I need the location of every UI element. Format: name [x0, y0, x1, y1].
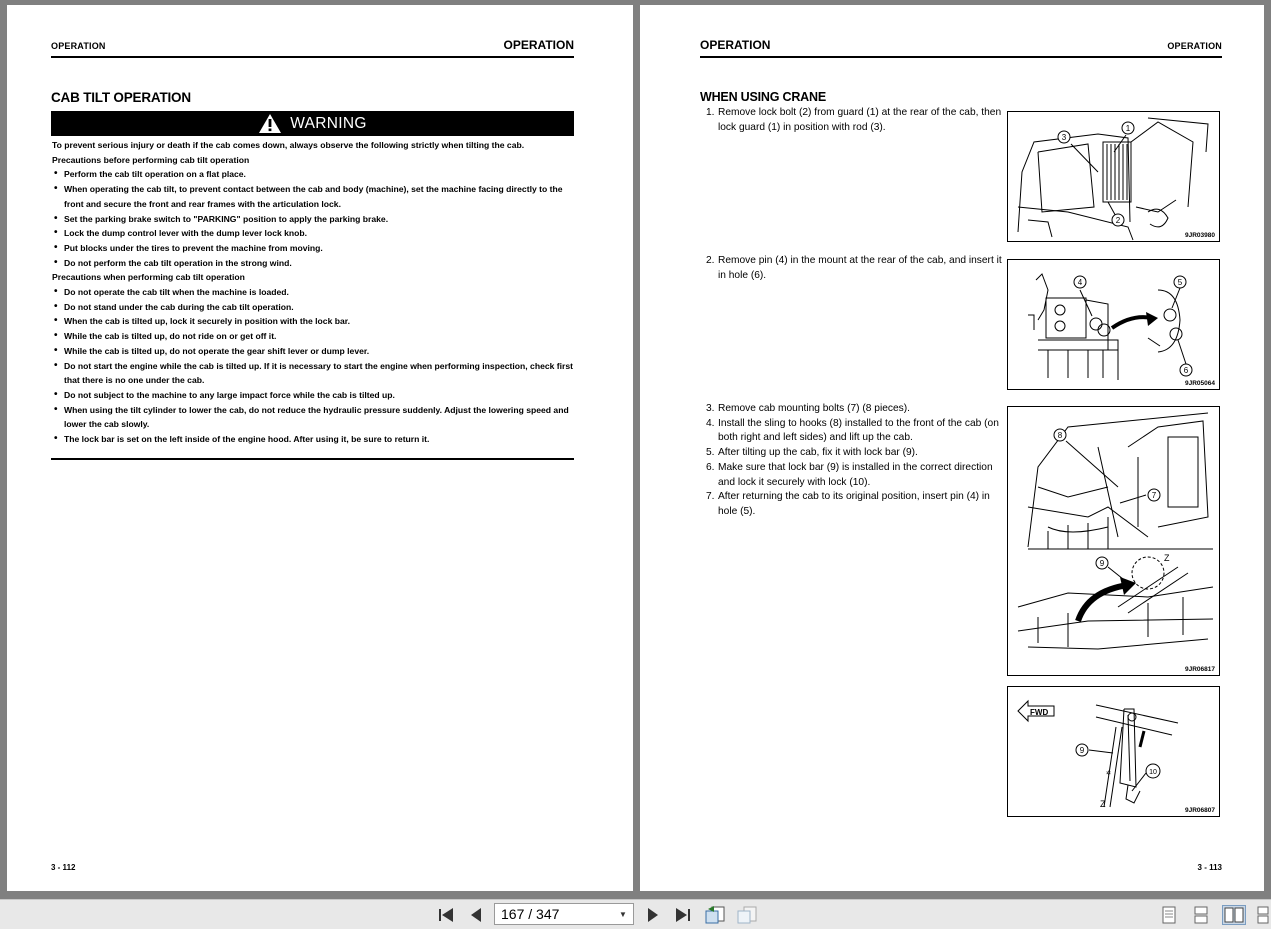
viewer-toolbar: [0, 899, 1271, 929]
left-page: [7, 5, 633, 891]
running-header-left: OPERATION: [51, 41, 106, 51]
single-page-view-button[interactable]: [1160, 905, 1178, 925]
section-title: CAB TILT OPERATION: [51, 90, 191, 105]
step-item: [700, 490, 1005, 519]
figure-cab-lift: [1007, 406, 1220, 676]
list-item: • Do not operate the cab tilt when the machine is loaded.: [52, 285, 577, 300]
step-text: After returning the cab to its original position, insert pin (4) in hole (5).: [718, 491, 990, 517]
go-forward-view-button[interactable]: [736, 905, 758, 925]
warning-triangle-icon: [258, 113, 282, 134]
figure-lock-bar-drawing: [1008, 687, 1219, 816]
list-item: • Do not subject to the machine to any large impact force while the cab is tilted up.: [52, 388, 577, 403]
svg-text:2: 2: [1115, 216, 1121, 225]
warning-banner: [51, 111, 574, 136]
two-page-continuous-view-button[interactable]: [1256, 905, 1270, 925]
step-text: Install the sling to hooks (8) installed to the front of the cab (on both right and left sides) and lift up the cab.: [718, 417, 999, 444]
list-item: • Do not perform the cab tilt operation in the strong wind.: [52, 256, 577, 271]
svg-text:1: 1: [1125, 124, 1131, 133]
next-page-button[interactable]: [643, 905, 663, 925]
list-item: • Set the parking brake switch to "PARKING" position to apply the parking brake.: [52, 212, 577, 227]
step-number: 1.: [706, 107, 715, 118]
step-number: 3.: [706, 403, 715, 414]
previous-page-icon: [469, 907, 483, 923]
running-header-right: OPERATION: [503, 38, 574, 52]
step-text: Remove pin (4) in the mount at the rear of the cab, and insert it in hole (6).: [718, 255, 1002, 281]
svg-text:7: 7: [1151, 491, 1157, 500]
step-item: [700, 461, 1005, 490]
svg-text:✲: ✲: [1106, 771, 1112, 777]
list-item: • Perform the cab tilt operation on a flat place.: [52, 167, 577, 182]
running-header-left: OPERATION: [700, 38, 771, 52]
warning-intro: To prevent serious injury or death if the cab comes down, always observe the following strictly when tilting the cab.: [52, 140, 525, 150]
list-item: • When the cab is tilted up, lock it securely in position with the lock bar.: [52, 314, 577, 329]
svg-text:4: 4: [1077, 278, 1083, 287]
svg-text:Z: Z: [1100, 799, 1106, 809]
figure-code: 9JR06807: [1185, 807, 1215, 814]
go-forward-view-icon: [736, 905, 758, 925]
figure-mount-pin-drawing: [1008, 260, 1219, 389]
step-item: [700, 106, 1005, 135]
step-text: After tilting up the cab, fix it with lock bar (9).: [718, 447, 918, 459]
figure-mount-pin: [1007, 259, 1220, 390]
figure-code: 9JR03980: [1185, 232, 1215, 239]
two-page-view-button[interactable]: [1222, 905, 1246, 925]
step-number: 6.: [706, 461, 715, 473]
step-item: [700, 402, 1005, 417]
svg-text:Z: Z: [1164, 553, 1170, 563]
warning-body: [52, 138, 577, 447]
step-number: 7.: [706, 491, 715, 503]
list-item: • When using the tilt cylinder to lower the cab, do not reduce the hydraulic pressure suddenly. Adjust the lowering speed and lower the cab slowly.: [52, 403, 577, 432]
step-text: Make sure that lock bar (9) is installed in the correct direction and lock it securely with lock (10).: [718, 461, 993, 488]
svg-text:9: 9: [1079, 746, 1085, 755]
two-page-continuous-icon: [1257, 906, 1269, 924]
list-item: • Do not start the engine while the cab is tilted up. If it is necessary to start the engine when performing inspection, check first that there is no one under the cab.: [52, 359, 577, 388]
list-item: • Put blocks under the tires to prevent the machine from moving.: [52, 241, 577, 256]
go-back-view-icon: [704, 905, 726, 925]
previous-page-button[interactable]: [466, 905, 486, 925]
single-page-icon: [1162, 906, 1176, 924]
first-page-icon: [437, 907, 455, 923]
list-item: • Lock the dump control lever with the dump lever lock knob.: [52, 226, 577, 241]
last-page-button[interactable]: [673, 905, 693, 925]
list-item: • While the cab is tilted up, do not ride on or get off it.: [52, 329, 577, 344]
page-number: 3 - 113: [1197, 863, 1222, 872]
svg-text:5: 5: [1177, 278, 1183, 287]
header-rule: [700, 56, 1222, 58]
step-text: Remove lock bolt (2) from guard (1) at the rear of the cab, then lock guard (1) in position with rod (3).: [718, 107, 1002, 133]
go-back-view-button[interactable]: [704, 905, 726, 925]
step-number: 4.: [706, 417, 715, 429]
running-header-right: OPERATION: [1167, 41, 1222, 51]
step-item: [700, 417, 1005, 446]
step-text: Remove cab mounting bolts (7) (8 pieces).: [718, 403, 910, 414]
figure-code: 9JR06817: [1185, 666, 1215, 673]
list-item: • When operating the cab tilt, to prevent contact between the cab and body (machine), set the machine facing directly to the front and secure the front and rear frames with the articulation lock.: [52, 182, 577, 211]
figure-guard-lock-drawing: [1008, 112, 1219, 241]
page-indicator: 167 / 347: [501, 906, 560, 922]
step-number: 2.: [706, 255, 715, 266]
continuous-view-button[interactable]: [1192, 905, 1210, 925]
figure-lock-bar: [1007, 686, 1220, 817]
steps-group-3: [700, 402, 1005, 520]
step-item: [700, 446, 1005, 461]
step-number: 5.: [706, 447, 715, 459]
next-page-icon: [646, 907, 660, 923]
list-item: • While the cab is tilted up, do not operate the gear shift lever or dump lever.: [52, 344, 577, 359]
warning-label: WARNING: [290, 114, 367, 132]
svg-text:FWD: FWD: [1030, 708, 1049, 717]
steps-group-1: [700, 106, 1005, 135]
svg-text:10: 10: [1149, 769, 1157, 776]
two-page-icon: [1224, 907, 1244, 923]
list-item: • Do not stand under the cab during the cab tilt operation.: [52, 300, 577, 315]
svg-text:6: 6: [1183, 366, 1189, 375]
page-number: 3 - 112: [51, 863, 76, 872]
header-rule: [51, 56, 574, 58]
page-number-field[interactable]: [494, 903, 634, 925]
steps-group-2: [700, 254, 1005, 283]
svg-text:8: 8: [1057, 431, 1063, 440]
precautions-during-heading: Precautions when performing cab tilt operation: [52, 272, 245, 283]
list-item: • The lock bar is set on the left inside of the engine hood. After using it, be sure to return it.: [52, 432, 577, 447]
section-title: WHEN USING CRANE: [700, 90, 826, 104]
svg-text:9: 9: [1099, 559, 1105, 568]
figure-code: 9JR05064: [1185, 380, 1215, 387]
step-item: [700, 254, 1005, 283]
figure-cab-lift-drawing: [1008, 407, 1219, 675]
last-page-icon: [674, 907, 692, 923]
first-page-button[interactable]: [436, 905, 456, 925]
continuous-page-icon: [1194, 906, 1208, 924]
svg-text:3: 3: [1061, 133, 1067, 142]
precautions-before-heading: Precautions before performing cab tilt operation: [52, 154, 250, 165]
figure-guard-lock: [1007, 111, 1220, 242]
chevron-down-icon[interactable]: ▼: [619, 909, 627, 919]
warning-end-rule: [51, 458, 574, 460]
